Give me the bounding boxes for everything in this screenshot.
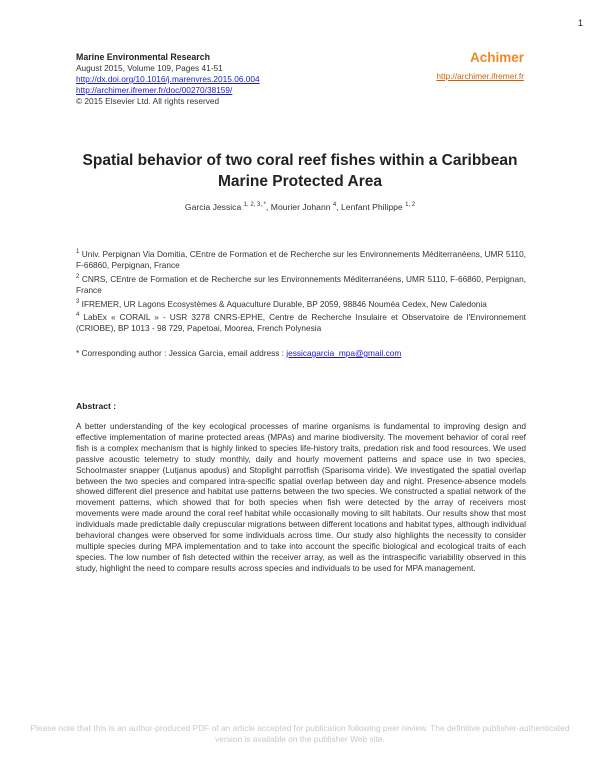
affiliation: $^4$ LabEx « CORAIL » - USR 3278 CNRS-EPHE, Centre de Recherche Insulaire et Observatoire de l'Environnement (CRIOBE), BP 1013 - 98 729, Papetoai, Moorea, French Polynesia: [76, 312, 526, 334]
journal-name: Marine Environmental Research: [76, 52, 210, 62]
abstract-heading: Abstract :: [76, 401, 117, 411]
corresponding-author: [76, 348, 526, 358]
author-affiliation-marks: 1, 2: [405, 202, 416, 209]
achimer-logo: Achimer: [469, 50, 524, 65]
journal-citation: [76, 52, 336, 107]
repository-logo: [436, 49, 524, 84]
author-name: Garcia Jessica: [184, 202, 242, 212]
article-title: Spatial behavior of two coral reef fishes within a Caribbean Marine Protected Area: [82, 152, 518, 190]
affiliation: $^3$ IFREMER, UR Lagons Ecosystèmes & Aquaculture Durable, BP 2059, 98846 Nouméa Cedex, New Caledonia: [76, 298, 487, 309]
archive-link[interactable]: http://archimer.ifremer.fr/doc/00270/38159/: [76, 85, 233, 95]
page-number: 1: [577, 18, 583, 28]
author-list: Garcia Jessica $^{1, 2, 3, *}$, Mourier Johann $^4$, Lenfant Philippe $^{1, 2}$: [184, 202, 416, 212]
abstract-text: A better understanding of the key ecological processes of marine organisms is fundamental to improving design and effective implementation of marine protected areas (MPAs) and marine biodiversity. The movement behavior of coral reef fish is a complex mechanism that is highly linked to species life-history traits, predation risk and food resources. We used passive acoustic telemetry to study monthly, daily and hourly movement patterns and space use in two species, Schoolmaster snapper (Lutjanus apodus) and Stoplight parrotfish (Sparisoma viride). We investigated the spatial overlap between the two species and compared intra-specific spatial overlap between day and night. Presence-absence models showed different diel presence and habitat use patterns between the two species. We constructed a spatial network of the movement patterns, which showed that for both species when fish were detected by the array of receivers most movements were made around the coral reef habitat while occasionally moving to silt habitats. Our results show that most individuals made predictable daily crepuscular migrations between different locations and habitat types, although individual behavioral changes were observed for some individuals across time. Our study also highlights the necessity to consider multiple species during MPA implementation and to take into account the specific biological and ecological traits of each species. The low number of fish detected within the receiver array, as well as the intraspecific variability observed in this study, highlight the need to compare results across species and individuals to be used for MPA management.: [76, 421, 526, 573]
corresponding-label: * Corresponding author : Jessica Garcia, email address :: [76, 348, 287, 358]
copyright-notice: © 2015 Elsevier Ltd. All rights reserved: [76, 96, 220, 106]
author-name: Lenfant Philippe: [341, 202, 403, 212]
affiliation-list: [76, 247, 526, 335]
achimer-link[interactable]: http://archimer.ifremer.fr: [436, 71, 524, 81]
author-affiliation-marks: 1, 2, 3, *: [243, 202, 267, 209]
footer-notice: Please note that this is an author-produced PDF of an article accepted for publication following peer review. The definitive publisher-authenticated version is available on the publisher Web site.: [30, 723, 570, 744]
author-name: Mourier Johann: [270, 202, 331, 212]
affiliation: $^1$ Univ. Perpignan Via Domitia, CEntre de Formation et de Recherche sur les Environnements Méditerranéens, UMR 5110, F-66860, Perpignan, France: [76, 248, 527, 270]
author-affiliation-marks: 4: [332, 202, 337, 209]
journal-issue: August 2015, Volume 109, Pages 41-51: [76, 63, 223, 73]
email-link[interactable]: jessicagarcia_mpa@gmail.com: [286, 348, 402, 358]
doi-link[interactable]: http://dx.doi.org/10.1016/j.marenvres.2015.06.004: [76, 74, 260, 84]
affiliation: $^2$ CNRS, CEntre de Formation et de Recherche sur les Environnements Méditerranéens, UMR 5110, F-66860, Perpignan, France: [76, 273, 526, 295]
